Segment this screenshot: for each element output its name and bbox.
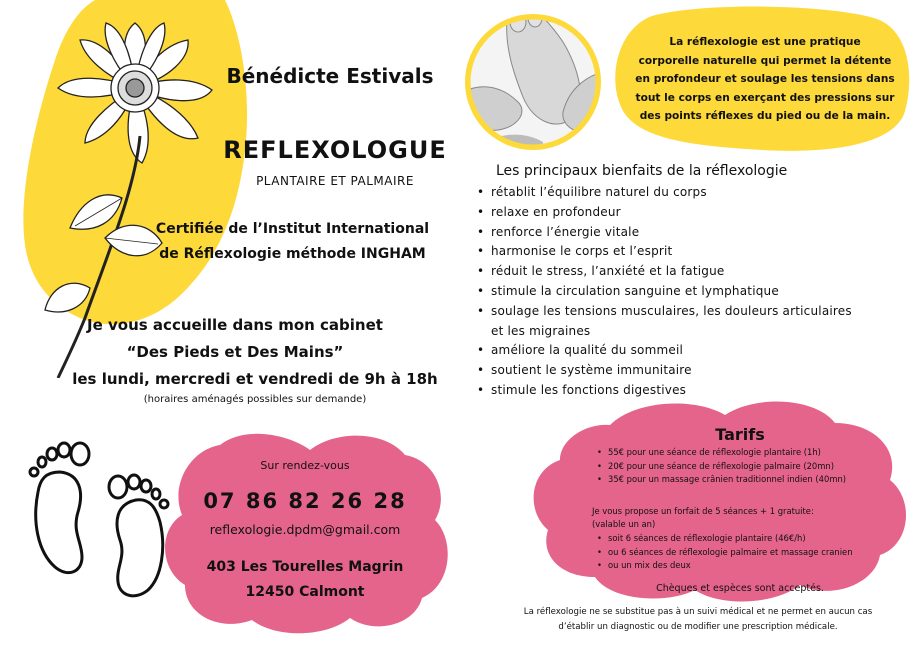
- forfait-item: • ou 6 séances de réflexologie palmaire et massage cranien: [597, 546, 897, 560]
- tarif-item: • 35€ pour un massage crânien traditionnel indien (40mn): [597, 473, 897, 487]
- certification-line-1: Certifiée de l’Institut International: [155, 221, 430, 237]
- cabinet-name: “Des Pieds et Des Mains”: [126, 343, 344, 361]
- disclaimer-line-2: d’établir un diagnostic ou de modifier une prescription médicale.: [558, 622, 838, 632]
- practitioner-name: Bénédicte Estivals: [226, 64, 434, 88]
- benefit-item: • relaxe en profondeur: [477, 203, 897, 223]
- forfait-item: • ou un mix des deux: [597, 559, 897, 573]
- benefit-item-continuation: et les migraines: [491, 323, 591, 338]
- benefit-item: • réduit le stress, l’anxiété et la fatigue: [477, 262, 897, 282]
- benefit-item: • renforce l’énergie vitale: [477, 223, 897, 243]
- benefit-item: • rétablit l’équilibre naturel du corps: [477, 183, 897, 203]
- foot-massage-photo: [463, 12, 603, 152]
- tarif-item: • 20€ pour une séance de réflexologie palmaire (20mn): [597, 460, 897, 474]
- certification-line-2: de Réflexologie méthode INGHAM: [159, 246, 426, 262]
- forfait-line-1: Je vous propose un forfait de 5 séances + 1 gratuite:: [592, 506, 814, 516]
- benefit-item: • stimule les fonctions digestives: [477, 381, 897, 401]
- benefit-item: • améliore la qualité du sommeil: [477, 341, 897, 361]
- phone-number[interactable]: 07 86 82 26 28: [203, 489, 407, 513]
- benefit-item: • soutient le système immunitaire: [477, 361, 897, 381]
- opening-hours: les lundi, mercredi et vendredi de 9h à 18h: [72, 370, 438, 388]
- appointment-label: Sur rendez-vous: [260, 459, 350, 472]
- payment-methods: Chèques et espèces sont acceptés.: [656, 583, 824, 594]
- benefit-item: • stimule la circulation sanguine et lymphatique: [477, 282, 897, 302]
- city-line: 12450 Calmont: [245, 584, 365, 600]
- welcome-line-1: Je vous accueille dans mon cabinet: [87, 316, 383, 334]
- benefit-item: [477, 302, 897, 342]
- feet-icon: [20, 432, 180, 602]
- forfait-item: • soit 6 séances de réflexologie plantaire (46€/h): [597, 532, 897, 546]
- email-link[interactable]: reflexologie.dpdm@gmail.com: [209, 522, 401, 537]
- intro-line-1: La réflexologie est une pratique: [669, 36, 861, 48]
- disclaimer-line-1: La réflexologie ne se substitue pas à un suivi médical et ne permet en aucun cas: [523, 607, 873, 617]
- intro-line-5: des points réflexes du pied ou de la main.: [639, 110, 891, 122]
- intro-line-4: tout le corps en exerçant des pressions sur: [635, 91, 895, 104]
- benefits-title: Les principaux bienfaits de la réflexologie: [496, 163, 788, 179]
- intro-line-2: corporelle naturelle qui permet la détente: [638, 54, 892, 67]
- tarifs-title: Tarifs: [715, 425, 765, 444]
- benefits-list: [477, 183, 897, 401]
- intro-line-3: en profondeur et soulage les tensions dans: [635, 73, 895, 85]
- intro-text: [630, 33, 900, 126]
- opening-hours-note: (horaires aménagés possibles sur demande): [143, 394, 367, 405]
- forfait-list: [597, 532, 897, 573]
- address-line: 403 Les Tourelles Magrin: [206, 559, 404, 575]
- forfait-line-2: (valable un an): [592, 519, 656, 529]
- specialty-subtitle: PLANTAIRE ET PALMAIRE: [256, 174, 414, 188]
- benefit-item-text: soulage les tensions musculaires, les douleurs articulaires: [491, 303, 852, 318]
- tarifs-list: [597, 446, 897, 487]
- tarif-item: • 55€ pour une séance de réflexologie plantaire (1h): [597, 446, 897, 460]
- profession-title: REFLEXOLOGUE: [223, 136, 447, 164]
- benefit-item: • harmonise le corps et l’esprit: [477, 242, 897, 262]
